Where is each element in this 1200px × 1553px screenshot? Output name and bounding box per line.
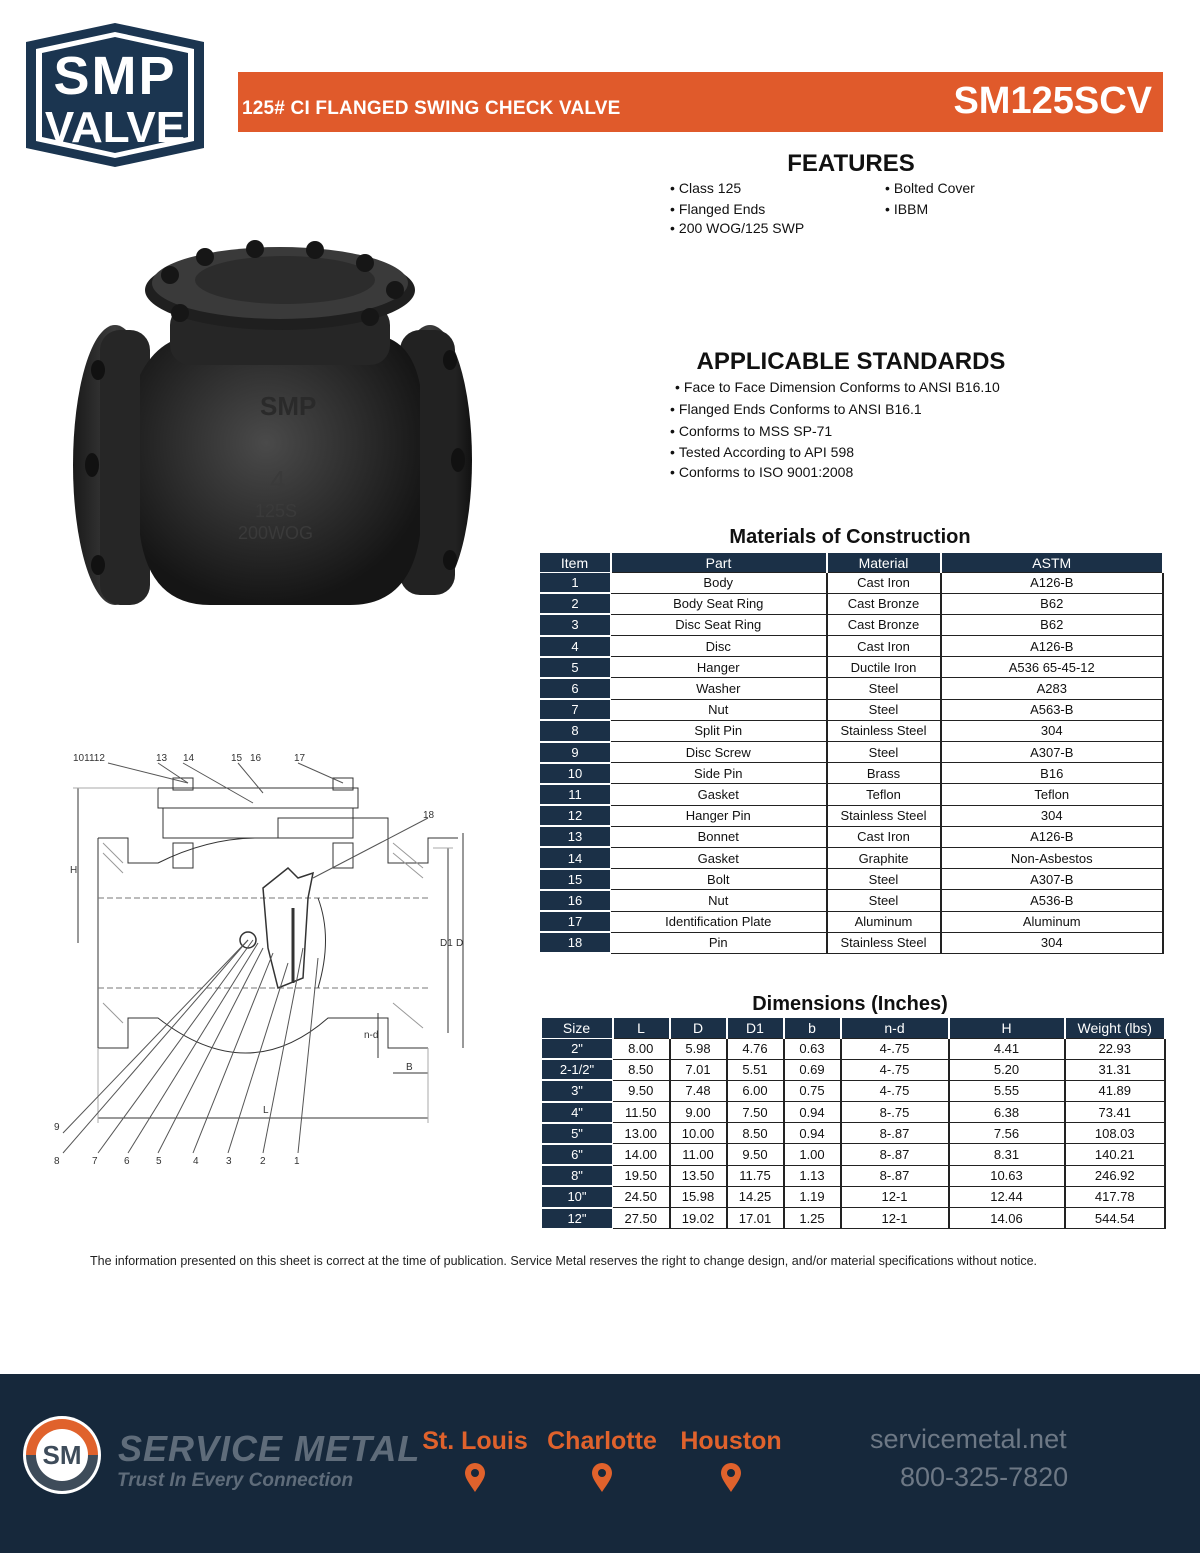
table-cell: 8 — [540, 720, 611, 741]
column-header: b — [784, 1018, 841, 1039]
table-cell: 4 — [540, 636, 611, 657]
table-row — [540, 869, 1164, 890]
valve-technical-drawing — [48, 748, 464, 1173]
table-row — [540, 742, 1164, 763]
table-row — [540, 573, 1164, 594]
column-header: D — [670, 1018, 727, 1039]
standard-item: • Flanged Ends Conforms to ANSI B16.1 — [670, 401, 922, 417]
table-cell: 1.25 — [784, 1208, 841, 1229]
table-row — [542, 1039, 1166, 1060]
dimension-label: H — [70, 865, 78, 876]
table-cell: B62 — [941, 593, 1164, 614]
table-cell: 304 — [941, 932, 1164, 953]
footer-website-link[interactable]: servicemetal.net — [870, 1424, 1067, 1454]
service-metal-logo — [22, 1415, 102, 1495]
table-cell: 12-1 — [841, 1208, 949, 1229]
table-cell: 10.00 — [670, 1123, 727, 1144]
smp-valve-logo — [22, 20, 208, 170]
table-cell: Steel — [827, 678, 941, 699]
feature-item: • Class 125 — [670, 180, 741, 196]
table-row — [540, 593, 1164, 614]
table-cell: 5 — [540, 657, 611, 678]
table-cell: 7 — [540, 699, 611, 720]
table-cell: Stainless Steel — [827, 720, 941, 741]
table-row — [540, 657, 1164, 678]
dimension-label: n-d — [364, 1030, 379, 1041]
table-cell: Graphite — [827, 847, 941, 868]
table-cell: Cast Iron — [827, 826, 941, 847]
table-cell: 22.93 — [1065, 1039, 1166, 1060]
table-cell: B16 — [941, 763, 1164, 784]
disclaimer-text: The information presented on this sheet is correct at the time of publication. Service Metal reserves the right to change design, and/or material specifications without notice. — [90, 1254, 1038, 1268]
footer-brand: SERVICE METAL — [118, 1428, 421, 1469]
table-cell: 12-1 — [841, 1186, 949, 1207]
table-row — [540, 678, 1164, 699]
table-cell: 19.02 — [670, 1208, 727, 1229]
table-cell: 2" — [542, 1039, 613, 1060]
table-cell: 41.89 — [1065, 1080, 1166, 1101]
table-row — [540, 826, 1164, 847]
table-cell: 9.00 — [670, 1102, 727, 1123]
table-cell: 9 — [540, 742, 611, 763]
table-cell: 12 — [540, 805, 611, 826]
table-cell: Aluminum — [827, 911, 941, 932]
table-row — [540, 784, 1164, 805]
valve-photo — [70, 235, 480, 625]
standard-item: • Conforms to ISO 9001:2008 — [670, 464, 853, 480]
table-cell: 1.00 — [784, 1144, 841, 1165]
table-cell: 417.78 — [1065, 1186, 1166, 1207]
cast-mark-class: 125S — [255, 501, 298, 521]
table-cell: Nut — [611, 890, 827, 911]
table-cell: 13 — [540, 826, 611, 847]
location-pin-icon — [464, 1463, 486, 1493]
table-cell: 8-.87 — [841, 1165, 949, 1186]
table-cell: A126-B — [941, 636, 1164, 657]
table-cell: 3 — [540, 614, 611, 635]
dimensions-table — [541, 1018, 1166, 1230]
table-cell: Hanger Pin — [611, 805, 827, 826]
table-cell: A536-B — [941, 890, 1164, 911]
table-cell: Stainless Steel — [827, 932, 941, 953]
table-cell: Teflon — [941, 784, 1164, 805]
table-cell: 3" — [542, 1080, 613, 1101]
column-header: n-d — [841, 1018, 949, 1039]
table-cell: Pin — [611, 932, 827, 953]
feature-item: • Flanged Ends — [670, 201, 765, 217]
table-cell: Stainless Steel — [827, 805, 941, 826]
table-cell: 13.50 — [670, 1165, 727, 1186]
logo-text-smp: SMP — [53, 46, 177, 106]
table-row — [540, 720, 1164, 741]
table-cell: 8-.75 — [841, 1102, 949, 1123]
table-header-row — [542, 1018, 1166, 1039]
table-cell: 0.63 — [784, 1039, 841, 1060]
footer-phone: 800-325-7820 — [900, 1462, 1069, 1492]
table-cell: 11.50 — [613, 1102, 670, 1123]
callout-label: 9 — [54, 1122, 60, 1133]
table-cell: 1.19 — [784, 1186, 841, 1207]
table-cell: 19.50 — [613, 1165, 670, 1186]
table-cell: 18 — [540, 932, 611, 953]
table-row — [542, 1208, 1166, 1229]
table-cell: 8-.87 — [841, 1144, 949, 1165]
cast-mark-size: 4 — [270, 465, 286, 496]
features-title: FEATURES — [787, 150, 915, 177]
table-cell: 8-.87 — [841, 1123, 949, 1144]
table-cell: 8.31 — [949, 1144, 1065, 1165]
callout-label: 2 — [260, 1156, 266, 1167]
table-cell: 7.48 — [670, 1080, 727, 1101]
table-cell: 11.75 — [727, 1165, 784, 1186]
logo-text-valve: VALVE — [44, 103, 186, 152]
column-header: L — [613, 1018, 670, 1039]
table-cell: Non-Asbestos — [941, 847, 1164, 868]
table-cell: Steel — [827, 742, 941, 763]
callout-label: 16 — [250, 753, 262, 764]
location-pin-icon — [591, 1463, 613, 1493]
cast-mark-smp: SMP — [260, 391, 317, 421]
table-cell: 1.13 — [784, 1165, 841, 1186]
table-cell: 4-.75 — [841, 1080, 949, 1101]
footer-tagline: Trust In Every Connection — [117, 1470, 354, 1491]
table-cell: 5.98 — [670, 1039, 727, 1060]
table-cell: Body — [611, 573, 827, 594]
table-cell: 24.50 — [613, 1186, 670, 1207]
table-cell: 14 — [540, 847, 611, 868]
callout-label: 17 — [294, 753, 306, 764]
table-header-row — [540, 553, 1164, 573]
product-model: SM125SCV — [953, 80, 1152, 122]
table-cell: Cast Bronze — [827, 614, 941, 635]
table-cell: Side Pin — [611, 763, 827, 784]
table-cell: 16 — [540, 890, 611, 911]
table-cell: A307-B — [941, 869, 1164, 890]
footer-logo-text: SM — [42, 1440, 82, 1470]
table-cell: 8.00 — [613, 1039, 670, 1060]
table-row — [540, 699, 1164, 720]
table-row — [540, 805, 1164, 826]
dimension-label: B — [406, 1062, 413, 1073]
callout-label: 5 — [156, 1156, 162, 1167]
table-cell: Bonnet — [611, 826, 827, 847]
column-header: H — [949, 1018, 1065, 1039]
table-cell: Steel — [827, 890, 941, 911]
standards-title: APPLICABLE STANDARDS — [696, 348, 1006, 375]
product-subtitle: 125# CI FLANGED SWING CHECK VALVE — [242, 98, 621, 119]
table-row — [540, 636, 1164, 657]
table-row — [540, 911, 1164, 932]
table-cell: 11.00 — [670, 1144, 727, 1165]
table-cell: 14.00 — [613, 1144, 670, 1165]
table-cell: Teflon — [827, 784, 941, 805]
table-cell: 140.21 — [1065, 1144, 1166, 1165]
table-cell: A126-B — [941, 573, 1164, 594]
table-row — [540, 614, 1164, 635]
table-cell: Bolt — [611, 869, 827, 890]
table-cell: A126-B — [941, 826, 1164, 847]
table-cell: 8.50 — [613, 1059, 670, 1080]
table-cell: 14.06 — [949, 1208, 1065, 1229]
materials-table — [539, 553, 1164, 954]
table-cell: 304 — [941, 720, 1164, 741]
column-header: Weight (lbs) — [1065, 1018, 1166, 1039]
table-cell: 4" — [542, 1102, 613, 1123]
table-cell: 4-.75 — [841, 1059, 949, 1080]
callout-label: 101112 — [73, 753, 105, 764]
table-cell: 12" — [542, 1208, 613, 1229]
table-cell: 12.44 — [949, 1186, 1065, 1207]
table-cell: 73.41 — [1065, 1102, 1166, 1123]
dimension-label: L — [263, 1105, 269, 1116]
table-cell: 10" — [542, 1186, 613, 1207]
dimension-label: D — [456, 938, 464, 949]
callout-label: 3 — [226, 1156, 232, 1167]
standard-item: • Conforms to MSS SP-71 — [670, 423, 832, 439]
table-cell: 9.50 — [727, 1144, 784, 1165]
table-cell: 4-.75 — [841, 1039, 949, 1060]
table-cell: 17.01 — [727, 1208, 784, 1229]
table-cell: Gasket — [611, 784, 827, 805]
table-cell: 6 — [540, 678, 611, 699]
table-cell: 9.50 — [613, 1080, 670, 1101]
table-cell: 0.94 — [784, 1123, 841, 1144]
table-cell: 1 — [540, 573, 611, 594]
table-cell: 8.50 — [727, 1123, 784, 1144]
table-cell: Aluminum — [941, 911, 1164, 932]
table-cell: 10 — [540, 763, 611, 784]
table-cell: Identification Plate — [611, 911, 827, 932]
feature-item: • IBBM — [885, 201, 928, 217]
dimension-label: D1 — [440, 938, 453, 949]
table-cell: Disc — [611, 636, 827, 657]
table-row — [540, 847, 1164, 868]
table-row — [542, 1186, 1166, 1207]
table-cell: 2 — [540, 593, 611, 614]
cast-mark-pressure: 200WOG — [238, 523, 314, 543]
callout-label: 8 — [54, 1156, 60, 1167]
callout-label: 4 — [193, 1156, 199, 1167]
table-cell: 7.50 — [727, 1102, 784, 1123]
table-cell: 6.00 — [727, 1080, 784, 1101]
table-cell: 544.54 — [1065, 1208, 1166, 1229]
table-cell: 4.76 — [727, 1039, 784, 1060]
table-cell: 6.38 — [949, 1102, 1065, 1123]
table-cell: Gasket — [611, 847, 827, 868]
table-row — [542, 1123, 1166, 1144]
table-cell: Cast Iron — [827, 573, 941, 594]
table-cell: A563-B — [941, 699, 1164, 720]
table-cell: Ductile Iron — [827, 657, 941, 678]
table-cell: 5" — [542, 1123, 613, 1144]
table-row — [542, 1059, 1166, 1080]
callout-label: 7 — [92, 1156, 98, 1167]
column-header: Size — [542, 1018, 613, 1039]
table-cell: 304 — [941, 805, 1164, 826]
table-cell: 7.56 — [949, 1123, 1065, 1144]
table-row — [542, 1165, 1166, 1186]
table-cell: 2-1/2" — [542, 1059, 613, 1080]
table-cell: Disc Seat Ring — [611, 614, 827, 635]
table-cell: Nut — [611, 699, 827, 720]
table-cell: 17 — [540, 911, 611, 932]
table-row — [540, 890, 1164, 911]
callout-label: 13 — [156, 753, 168, 764]
table-cell: A283 — [941, 678, 1164, 699]
table-cell: 5.55 — [949, 1080, 1065, 1101]
column-header: D1 — [727, 1018, 784, 1039]
table-cell: Hanger — [611, 657, 827, 678]
table-cell: 7.01 — [670, 1059, 727, 1080]
table-cell: 15 — [540, 869, 611, 890]
table-cell: 13.00 — [613, 1123, 670, 1144]
column-header: Part — [611, 553, 827, 573]
table-cell: 4.41 — [949, 1039, 1065, 1060]
table-cell: 27.50 — [613, 1208, 670, 1229]
callout-label: 6 — [124, 1156, 130, 1167]
table-row — [542, 1144, 1166, 1165]
materials-title: Materials of Construction — [729, 526, 971, 548]
table-cell: 246.92 — [1065, 1165, 1166, 1186]
table-cell: Cast Bronze — [827, 593, 941, 614]
table-cell: Body Seat Ring — [611, 593, 827, 614]
city-charlotte: Charlotte — [547, 1427, 657, 1455]
table-row — [540, 932, 1164, 953]
standard-item: • Tested According to API 598 — [670, 444, 854, 460]
table-cell: 31.31 — [1065, 1059, 1166, 1080]
table-cell: A307-B — [941, 742, 1164, 763]
callout-label: 15 — [231, 753, 243, 764]
table-cell: 11 — [540, 784, 611, 805]
table-cell: Split Pin — [611, 720, 827, 741]
callout-label: 1 — [294, 1156, 300, 1167]
standard-item: • Face to Face Dimension Conforms to ANSI B16.10 — [675, 379, 1000, 395]
column-header: Material — [827, 553, 941, 573]
dimensions-title: Dimensions (Inches) — [752, 993, 948, 1015]
column-header: Item — [540, 553, 611, 573]
table-cell: 0.94 — [784, 1102, 841, 1123]
feature-item: • 200 WOG/125 SWP — [670, 220, 804, 236]
table-cell: Steel — [827, 699, 941, 720]
table-cell: Steel — [827, 869, 941, 890]
table-cell: Disc Screw — [611, 742, 827, 763]
table-cell: 14.25 — [727, 1186, 784, 1207]
table-cell: Cast Iron — [827, 636, 941, 657]
table-cell: 108.03 — [1065, 1123, 1166, 1144]
table-cell: 0.75 — [784, 1080, 841, 1101]
table-cell: 8" — [542, 1165, 613, 1186]
callout-label: 14 — [183, 753, 195, 764]
table-cell: 15.98 — [670, 1186, 727, 1207]
table-cell: A536 65-45-12 — [941, 657, 1164, 678]
location-pin-icon — [720, 1463, 742, 1493]
feature-item: • Bolted Cover — [885, 180, 975, 196]
table-cell: 6" — [542, 1144, 613, 1165]
table-cell: Brass — [827, 763, 941, 784]
table-row — [542, 1080, 1166, 1101]
city-houston: Houston — [680, 1427, 782, 1455]
table-cell: B62 — [941, 614, 1164, 635]
column-header: ASTM — [941, 553, 1164, 573]
table-cell: 5.20 — [949, 1059, 1065, 1080]
city-st-louis: St. Louis — [422, 1427, 528, 1455]
callout-label: 18 — [423, 810, 435, 821]
table-row — [540, 763, 1164, 784]
table-row — [542, 1102, 1166, 1123]
table-cell: 0.69 — [784, 1059, 841, 1080]
table-cell: 10.63 — [949, 1165, 1065, 1186]
table-cell: Washer — [611, 678, 827, 699]
table-cell: 5.51 — [727, 1059, 784, 1080]
